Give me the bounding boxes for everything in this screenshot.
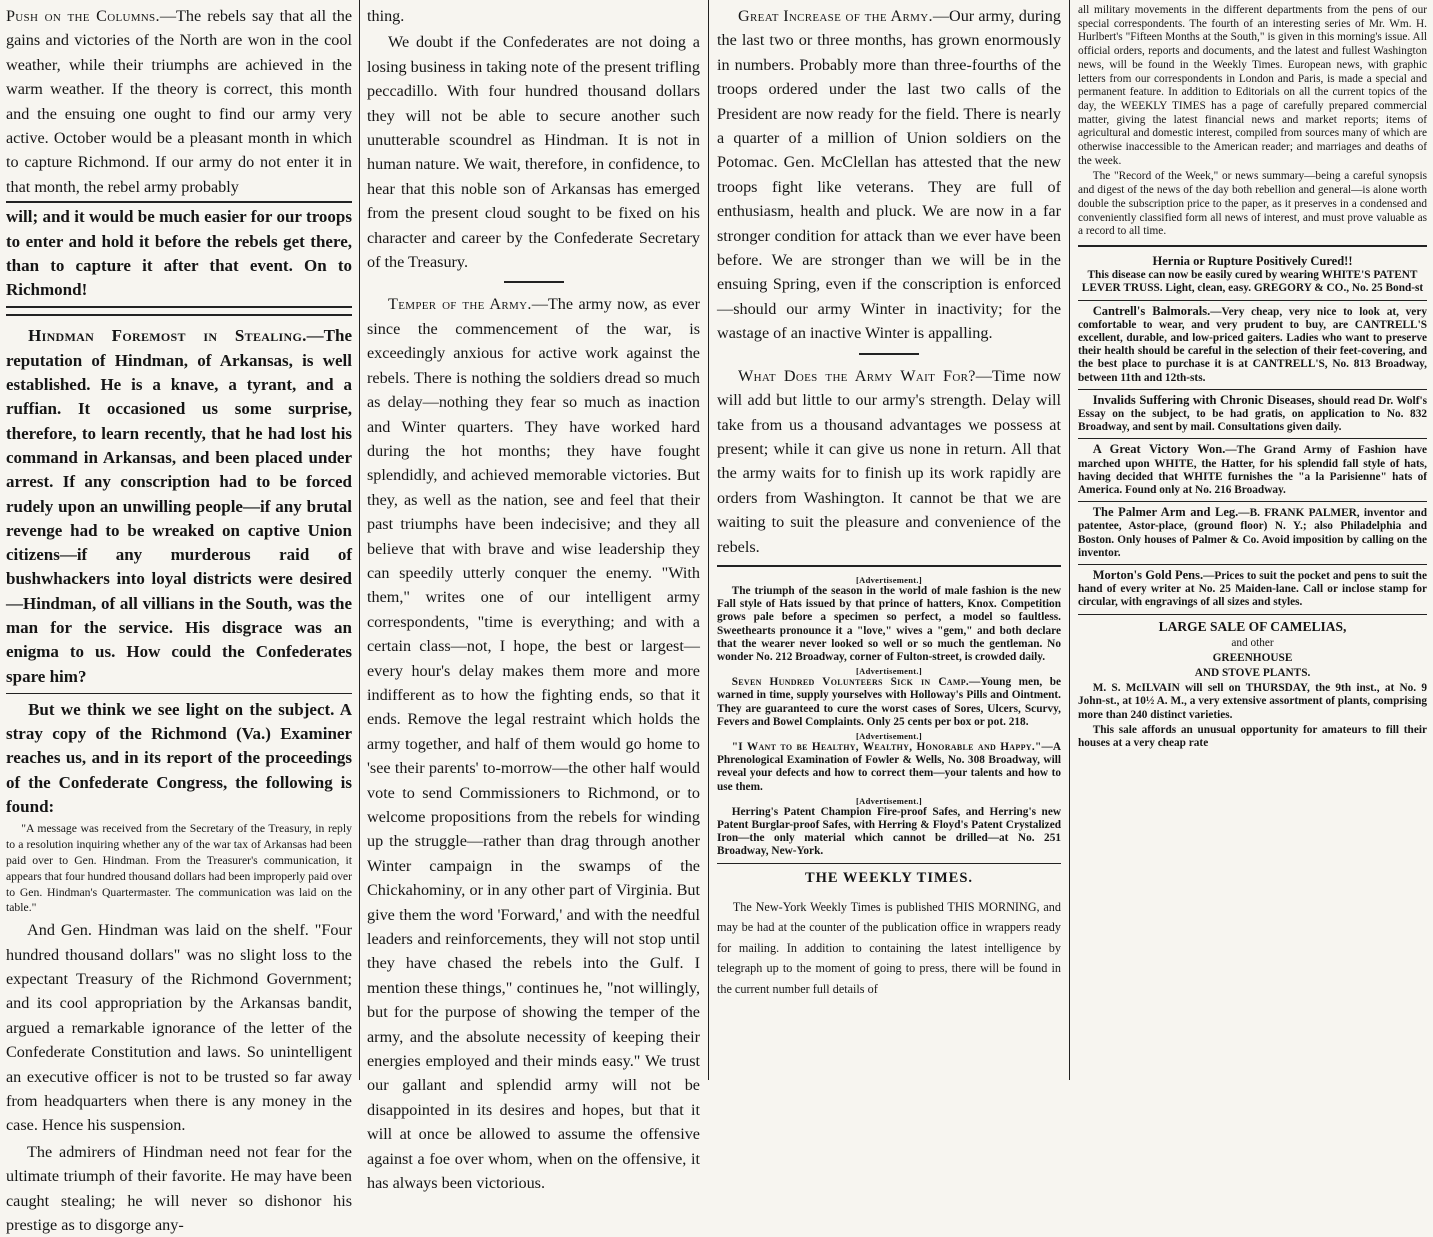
divider bbox=[1078, 245, 1427, 247]
advertisement-text: should read Dr. Wolf's Essay on the subject, to be had gratis, on application to No. 832 Broadway, and sent by mail. Consultations given daily. bbox=[1078, 394, 1427, 434]
advertisement-label: [Advertisement.] bbox=[856, 574, 922, 585]
advertisement-herring: Herring's Patent Champion Fire-proof Safes, and Herring's new Patent Burglar-proof Safes, with Herring & Floyd's Patent Crystalized Iron—the only material which cannot be drilled—at No. 251 Broadway, New-York. bbox=[717, 805, 1061, 858]
divider bbox=[1078, 389, 1427, 390]
article-text: —The reputation of Hindman, of Arkansas, is well established. He is a knave, a tyrant, and a ruffian. It occasioned us some surprise, therefore, to learn recently, that he had lost his command in Arkansas, and been placed under arrest. If any conscription had to be forced rudely upon an unwilling people—if any brutal revenge had to be wreaked on captive Union citizens—if any murderous raid of bushwhackers into loyal districts were desired—Hindman, of all villians in the South, was the man for the service. His disgrace was an enigma to us. How could the Confederates spare him? bbox=[6, 326, 352, 686]
column-4 bbox=[1072, 0, 1433, 1080]
advertisement-heading: "I Want to be Healthy, Wealthy, Honorable and Happy." bbox=[731, 740, 1042, 753]
divider bbox=[717, 565, 1061, 567]
column-2 bbox=[361, 0, 706, 1193]
divider bbox=[1078, 300, 1427, 301]
article-continuation-box bbox=[6, 201, 352, 308]
advertisement-text: This sale affords an unusual opportunity for amateurs to fill their houses at a very cheap rate bbox=[1078, 723, 1427, 750]
column-3 bbox=[711, 0, 1067, 1080]
advertisement-morton bbox=[1078, 569, 1427, 610]
article-text: —Time now will add but little to our army's strength. Delay will take from us a thousand advantages we possess at present; while it can give us none in return. All that the army waits for to finish up its work rapidly are orders from Washington. It cannot be that we are waiting to suit the pleasure and convenience of the rebels. bbox=[717, 366, 1061, 556]
advertisement-hernia bbox=[1078, 255, 1427, 296]
advertisement-heading: The Palmer Arm and Leg. bbox=[1092, 505, 1239, 520]
article-heading: What Does the Army Wait For? bbox=[738, 366, 976, 385]
divider bbox=[1078, 501, 1427, 502]
advertisement-text: —Prices to suit the pocket and pens to suit the hand of every writer at No. 25 Maiden-lane. Call or inclose stamp for circular, with engravings of all sizes and styles. bbox=[1078, 570, 1427, 609]
advertisement-heading: Seven Hundred Volunteers Sick in Camp. bbox=[731, 676, 970, 689]
advertisement-palmer bbox=[1078, 506, 1427, 560]
article-great-increase bbox=[717, 4, 1061, 346]
divider bbox=[717, 863, 1061, 864]
weekly-times-heading: THE WEEKLY TIMES. bbox=[804, 869, 974, 886]
article-text: We doubt if the Confederates are not doing a losing business in taking note of the present trifling peccadillo. With four hundred thousand dollars they will not be able to secure another such unutterable scoundrel as Hindman. It is not in human nature. We wait, therefore, in confidence, to hear that this noble son of Arkansas has emerged from the present cloud sought to be fixed on his character and career by the Confederate Secretary of the Treasury. bbox=[367, 33, 700, 272]
divider bbox=[6, 314, 352, 316]
advertisement-heading: A Great Victory Won. bbox=[1092, 442, 1226, 457]
advertisement-text: —Very cheap, very nice to look at, very comfortable to wear, and very prudent to buy, are CANTRELL'S excellent, durable, and low-priced gaiters. Ladies who want to preserve their health should be careful in the selection of their feet-covering, and the best place to purchase it is at CANTRELL'S, No. 813 Broadway, between 11th and 12th-sts. bbox=[1078, 305, 1427, 384]
article-text: And Gen. Hindman was laid on the shelf. "Four hundred thousand dollars" was no slight loss to the expectant Treasury of the Richmond Government; and its cool appropriation by the Arkansas bandit, argued a remarkable ignorance of the letter of the Confederate Constitution and laws. So unintelligent an executive officer is not to be trusted so far away from headquarters when there is any money in the case. Hence his suspension. bbox=[6, 921, 352, 1135]
article-heading: Hindman Foremost in Stealing. bbox=[28, 326, 307, 346]
advertisement-camelias bbox=[1078, 619, 1427, 751]
article-heading: Push on the Columns. bbox=[6, 7, 160, 25]
advertisement-text: —Young men, be warned in time, supply yourselves with Holloway's Pills and Ointment. They are guaranteed to cure the worst cases of Sores, Ulcers, Scurvy, Fevers and Bowel Complaints. Only 25 cents per box or pot. bbox=[717, 676, 1061, 728]
divider bbox=[504, 280, 564, 284]
divider bbox=[6, 693, 352, 694]
article-text: The admirers of Hindman need not fear for the ultimate triumph of their favorite. He may have been caught stealing; he will never so dishonor his prestige as to disgorge any- bbox=[6, 1142, 352, 1235]
advertisement-text: M. S. McILVAIN will sell on THURSDAY, the 9th inst., at No. 9 John-st., at 10½ A. M., a very extensive assortment of plants, comprising more than 240 distinct varieties. bbox=[1078, 682, 1427, 721]
article-push-on bbox=[6, 4, 352, 199]
advertisement-cantrell bbox=[1078, 305, 1427, 385]
advertisement-phrenology bbox=[717, 741, 1061, 794]
divider bbox=[1078, 614, 1427, 615]
article-text: The New-York Weekly Times is published THIS MORNING, and may be had at the counter of the publication office in wrappers ready for mailing. In addition to containing the latest intelligence by telegraph up to the moment of going to press, there will be found in the current number full details of bbox=[717, 899, 1061, 996]
divider bbox=[1078, 438, 1427, 439]
article-text: The "Record of the Week," or news summary—being a careful synopsis and digest of the news of the day both rebellion and general—is alone worth double the subscription price to the paper, as it preserves in a condensed and conveniently classified form all news of interest, and must prove valuable as a record to all time. bbox=[1078, 170, 1427, 238]
article-text: —The army now, as ever since the commencement of the war, is exceedingly anxious for active work against the rebels. There is nothing the soldiers dread so much as delay—nothing they fear so much as inaction and Winter quarters. They have worked hard during the hot months; they have fought splendidly, and achieved memorable victories. But they, as well as the nation, see and feel that their past triumphs have been indecisive; and they all believe that with brave and wise leadership they can speedily utterly conquer the enemy. "With them," writes one of our intelligent army correspondents, "time is everything; and with a certain class—not, I hope, the best or largest—every hour's delay makes them more and more indifferent as to how the fighting ends, so that it ends. Remove the legal restraint which holds the army together, and half of them would go home to 'see their parents' to-morrow—the other half would vote to send Commissioners to Richmond, or to welcome propositions from the rebels for winding up the struggle—rather than drag through another Winter campaign in the swamps of the Chickahominy, or in any other part of Virginia. But give them the word 'Forward,' and with the needful leaders and reinforcements, they will not stop until they have chased the rebels into the Gulf. I mention these things," continues he, "not willingly, but for the purpose of showing the temper of the army, and the absolute necessity of keeping their energies employed and their minds easy." We trust our gallant and splendid army will not be disappointed in its desires and hopes, but that it will at once be allowed to assume the offensive against a foe over whom, when on the offensive, it has always been victorious. bbox=[367, 295, 700, 1193]
advertisement-subheading: and other bbox=[1231, 636, 1274, 649]
advertisement-text: —A Phrenological Examination of Fowler & Wells, No. 308 Broadway, will reveal your defects and how to correct them—your talents and how to use them. bbox=[717, 740, 1061, 793]
article-army-wait bbox=[717, 364, 1061, 559]
article-heading: Temper of the Army. bbox=[388, 295, 532, 314]
advertisement-heading: Invalids Suffering with Chronic Diseases, bbox=[1092, 392, 1315, 407]
article-temper bbox=[367, 292, 700, 1195]
advertisement-holloway bbox=[717, 676, 1061, 729]
advertisement-knox: The triumph of the season in the world of male fashion is the new Fall style of Hats issued by that prince of hatters, Knox. Competition grows pale before a specimen so perfect, a model so faultless. Sweethearts pronounce it a "love," wives a "gem," and both declare that the wearer never looked so well or so much the gentleman. No wonder No. 212 Broadway, corner of Fulton-street, is crowded daily. bbox=[717, 584, 1061, 663]
advertisement-victory bbox=[1078, 443, 1427, 497]
advertisement-text: —The Grand Army of Fashion have marched upon WHITE, the Hatter, for his splendid fall style of hats, having decided that WHITE furnishes the "a la Parisienne" hats of America. Found only at No. 216 Broadway. bbox=[1078, 444, 1427, 496]
article-hindman bbox=[6, 324, 352, 688]
article-text: —Our army, during the last two or three months, has grown enormously in numbers. Probably more than three-fourths of the troops ordered under the last two calls of the President are now ready for the field. There is nearly a quarter of a million of Union soldiers on the Potomac. Gen. McClellan has attested that the new troops fight like veterans. They are full of enthusiasm, health and pluck. We are now in a far stronger condition for attack than we ever have been before. We are stronger than we will be in the ensuing Spring, even if the conscription is enforced—should our army Winter in inactivity; for the wastage of an inactive Winter is appalling. bbox=[717, 7, 1061, 343]
advertisement-number: 218. bbox=[1008, 715, 1029, 728]
divider bbox=[859, 352, 919, 356]
column-rule bbox=[1069, 0, 1070, 1080]
advertisement-text: This disease can now be easily cured by wearing WHITE'S PATENT LEVER TRUSS. Light, clean, easy. GREGORY & CO., No. 25 Bond-st bbox=[1081, 269, 1424, 295]
article-text: But we think we see light on the subject. A stray copy of the Richmond (Va.) Examiner reaches us, and in its report of the proceedings of the Confederate Congress, the following is found: bbox=[6, 699, 352, 817]
advertisement-heading: LARGE SALE OF CAMELIAS, bbox=[1158, 618, 1347, 634]
column-rule bbox=[708, 0, 709, 1080]
article-text: —The rebels say that all the gains and victories of the North are won in the cool weather, while their triumphs are achieved in the warm weather. If the theory is correct, this month and the ensuing one ought to find our army very active. October would be a pleasant month in which to capture Richmond. If our army do not enter it in that month, the rebel army probably bbox=[6, 7, 353, 196]
article-text: thing. bbox=[367, 7, 405, 25]
advertisement-heading: Morton's Gold Pens. bbox=[1092, 568, 1204, 583]
article-text: all military movements in the different departments from the pens of our special correspondents. The fourth of an interesting series of Mr. Wm. H. Hurlbert's "Fifteen Months at the South," is given in this morning's issue. All official orders, reports and documents, and the latest and fullest Washington news, will be found in the Weekly Times. European news, with graphic letters from our correspondents in London and Paris, is made a special and permanent feature. In addition to Editorials on all the current topics of the day, the WEEKLY TIMES has a page of carefully prepared commercial matter, giving the latest financial news and market reports; items of agricultural and domestic interest, compiled from sources many of which are otherwise inaccessible to the American reader; and marriages and deaths of the week. bbox=[1078, 4, 1427, 167]
advertisement-text: —B. FRANK PALMER, inventor and patentee, Astor-place, (ground floor) N. Y.; also Philadelphia and Boston. Only houses of Palmer & Co. Avoid imposition by calling on the inventor. bbox=[1078, 507, 1427, 559]
advertisement-heading: Cantrell's Balmorals. bbox=[1092, 303, 1211, 318]
article-heading: Great Increase of the Army. bbox=[738, 7, 933, 25]
advertisement-label: [Advertisement.] bbox=[856, 666, 922, 677]
advertisement-label: [Advertisement.] bbox=[856, 730, 922, 741]
column-1 bbox=[0, 0, 358, 1235]
advertisement-subheading: AND STOVE PLANTS. bbox=[1194, 667, 1311, 680]
column-rule bbox=[359, 0, 360, 1080]
divider bbox=[1078, 564, 1427, 565]
advertisement-heading: Hernia or Rupture Positively Cured!! bbox=[1152, 253, 1353, 268]
advertisement-label: [Advertisement.] bbox=[856, 795, 922, 806]
advertisement-subheading: GREENHOUSE bbox=[1212, 651, 1293, 664]
advertisement-invalids bbox=[1078, 394, 1427, 435]
quoted-message: "A message was received from the Secretary of the Treasury, in reply to a resolution inquiring whether any of the war tax of Arkansas had been paid over to Gen. Hindman. From the Treasurer's communication, it appears that four hundred thousand dollars had been improperly paid over to Gen. Hindman's Quartermaster. The communication was laid on the table." bbox=[6, 822, 352, 915]
article-text: will; and it would be much easier for our troops to enter and hold it before the rebels get there, than to capture it after that event. On to Richmond! bbox=[6, 207, 352, 300]
